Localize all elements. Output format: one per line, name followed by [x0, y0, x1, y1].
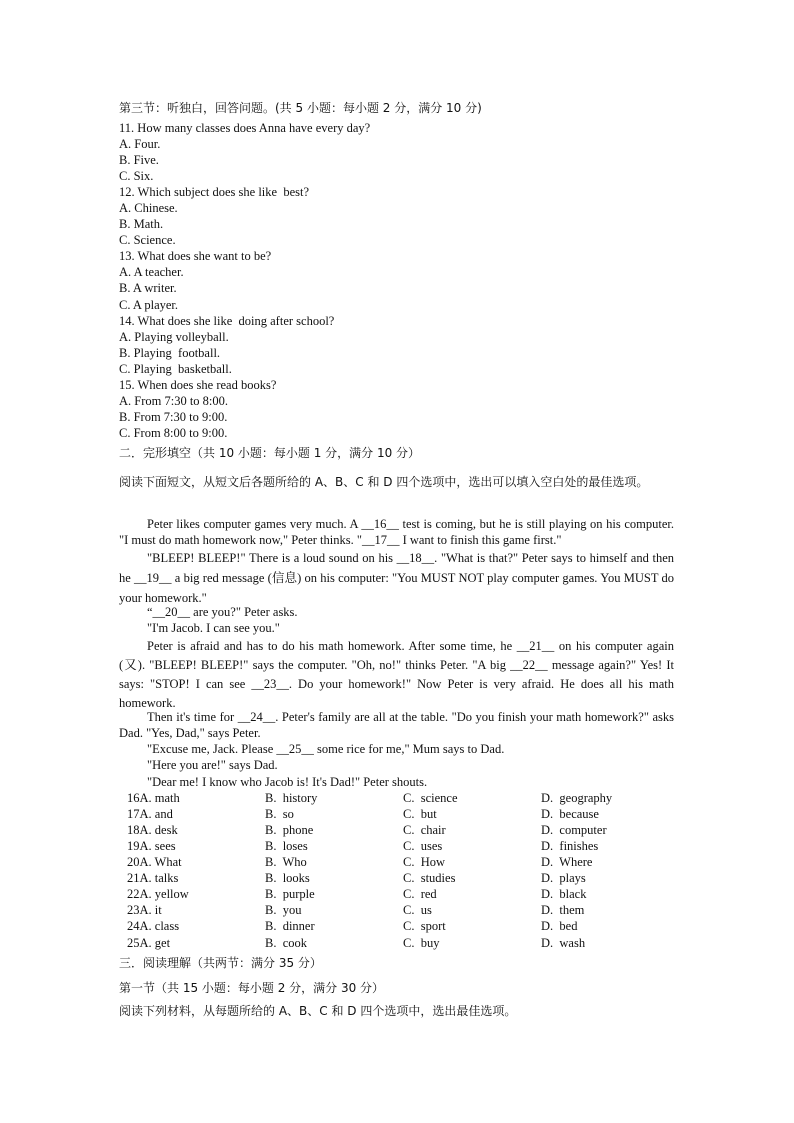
- passage-paragraph: Peter likes computer games very much. A __16__ test is coming, but he is still playing on his computer. "I must do math homework now," Peter thinks. "__17__ I want to finish this game first.": [119, 517, 674, 547]
- option-a: 22A. yellow: [127, 887, 189, 901]
- option-c: C. chair: [403, 823, 446, 837]
- question-line: 11. How many classes does Anna have every day?: [119, 121, 371, 135]
- option-c: C. red: [403, 887, 437, 901]
- option-line: C. A player.: [119, 298, 179, 312]
- option-d: D. wash: [541, 936, 586, 950]
- option-c: C. us: [403, 903, 432, 917]
- option-b: B. purple: [265, 887, 315, 901]
- option-line: A. A teacher.: [119, 265, 184, 279]
- option-b: B. history: [265, 791, 318, 805]
- passage-paragraph: “__20__ are you?" Peter asks.: [147, 605, 298, 619]
- option-b: B. Who: [265, 855, 307, 869]
- question-line: 15. When does she read books?: [119, 378, 277, 392]
- option-c: C. sport: [403, 919, 446, 933]
- option-c: C. but: [403, 807, 437, 821]
- option-d: D. computer: [541, 823, 607, 837]
- option-d: D. them: [541, 903, 585, 917]
- option-line: B. Playing football.: [119, 346, 221, 360]
- option-line: C. From 8:00 to 9:00.: [119, 426, 228, 440]
- option-line: A. Chinese.: [119, 201, 178, 215]
- option-b: B. phone: [265, 823, 314, 837]
- passage-paragraph: "Dear me! I know who Jacob is! It's Dad!" Peter shouts.: [147, 775, 428, 789]
- option-line: A. From 7:30 to 8:00.: [119, 394, 229, 408]
- option-d: D. finishes: [541, 839, 599, 853]
- passage-paragraph: "Excuse me, Jack. Please __25__ some rice for me," Mum says to Dad.: [147, 742, 505, 756]
- part2-instruction: 阅读下面短文，从短文后各题所给的 A、B、C 和 D 四个选项中，选出可以填入空白处的最佳选项。: [119, 475, 649, 489]
- passage-paragraph: "I'm Jacob. I can see you.": [147, 621, 280, 635]
- option-a: 24A. class: [127, 919, 180, 933]
- option-d: D. geography: [541, 791, 613, 805]
- part2-heading: 二．完形填空（共 10 小题：每小题 1 分，满分 10 分）: [119, 446, 421, 460]
- option-b: B. cook: [265, 936, 308, 950]
- option-b: B. looks: [265, 871, 310, 885]
- passage-paragraph: Then it's time for __24__. Peter's family are all at the table. "Do you finish your math homework?" asks Dad. "Yes, Dad," says Peter.: [119, 710, 674, 740]
- section3-heading: 第三节：听独白，回答问题。(共 5 小题：每小题 2 分，满分 10 分): [119, 101, 482, 115]
- option-a: 23A. it: [127, 903, 162, 917]
- option-a: 21A. talks: [127, 871, 179, 885]
- option-a: 20A. What: [127, 855, 182, 869]
- option-d: D. bed: [541, 919, 578, 933]
- option-line: B. Five.: [119, 153, 159, 167]
- part3-heading: 三．阅读理解（共两节：满分 35 分）: [119, 956, 322, 970]
- option-line: B. Math.: [119, 217, 164, 231]
- option-line: C. Science.: [119, 233, 176, 247]
- part3-sub-heading: 第一节（共 15 小题：每小题 2 分，满分 30 分）: [119, 981, 385, 995]
- passage-paragraph: "Here you are!" says Dad.: [147, 758, 278, 772]
- option-a: 25A. get: [127, 936, 171, 950]
- option-c: C. studies: [403, 871, 456, 885]
- option-line: A. Four.: [119, 137, 161, 151]
- passage-paragraph: Peter is afraid and has to do his math homework. After some time, he __21__ on his computer again (又). "BLEEP! BLEEP!" says the computer. "Oh, no!" thinks Peter. "A big __22__ message again?" Yes! It says: "STOP! I can see __23__. Do your homework!" Now Peter is very afraid. He does all his math homework.: [119, 639, 674, 710]
- option-d: D. plays: [541, 871, 586, 885]
- question-line: 12. Which subject does she like best?: [119, 185, 310, 199]
- option-b: B. loses: [265, 839, 308, 853]
- option-line: A. Playing volleyball.: [119, 330, 229, 344]
- option-a: 16A. math: [127, 791, 180, 805]
- passage-paragraph: "BLEEP! BLEEP!" There is a loud sound on his __18__. "What is that?" Peter says to himself and then he __19__ a big red message (信息) on his computer: "You MUST NOT play computer games. You MUST do your homework.": [119, 551, 674, 605]
- option-c: C. buy: [403, 936, 440, 950]
- question-line: 14. What does she like doing after school?: [119, 314, 335, 328]
- option-a: 18A. desk: [127, 823, 178, 837]
- option-d: D. because: [541, 807, 599, 821]
- option-c: C. How: [403, 855, 446, 869]
- option-c: C. uses: [403, 839, 443, 853]
- option-line: B. From 7:30 to 9:00.: [119, 410, 228, 424]
- option-b: B. so: [265, 807, 294, 821]
- option-line: C. Playing basketball.: [119, 362, 232, 376]
- option-line: B. A writer.: [119, 281, 177, 295]
- part3-instruction: 阅读下列材料，从每题所给的 A、B、C 和 D 四个选项中，选出最佳选项。: [119, 1004, 517, 1018]
- option-d: D. Where: [541, 855, 593, 869]
- option-c: C. science: [403, 791, 458, 805]
- option-b: B. dinner: [265, 919, 315, 933]
- question-line: 13. What does she want to be?: [119, 249, 272, 263]
- option-a: 19A. sees: [127, 839, 176, 853]
- option-line: C. Six.: [119, 169, 154, 183]
- option-b: B. you: [265, 903, 302, 917]
- option-a: 17A. and: [127, 807, 173, 821]
- option-d: D. black: [541, 887, 587, 901]
